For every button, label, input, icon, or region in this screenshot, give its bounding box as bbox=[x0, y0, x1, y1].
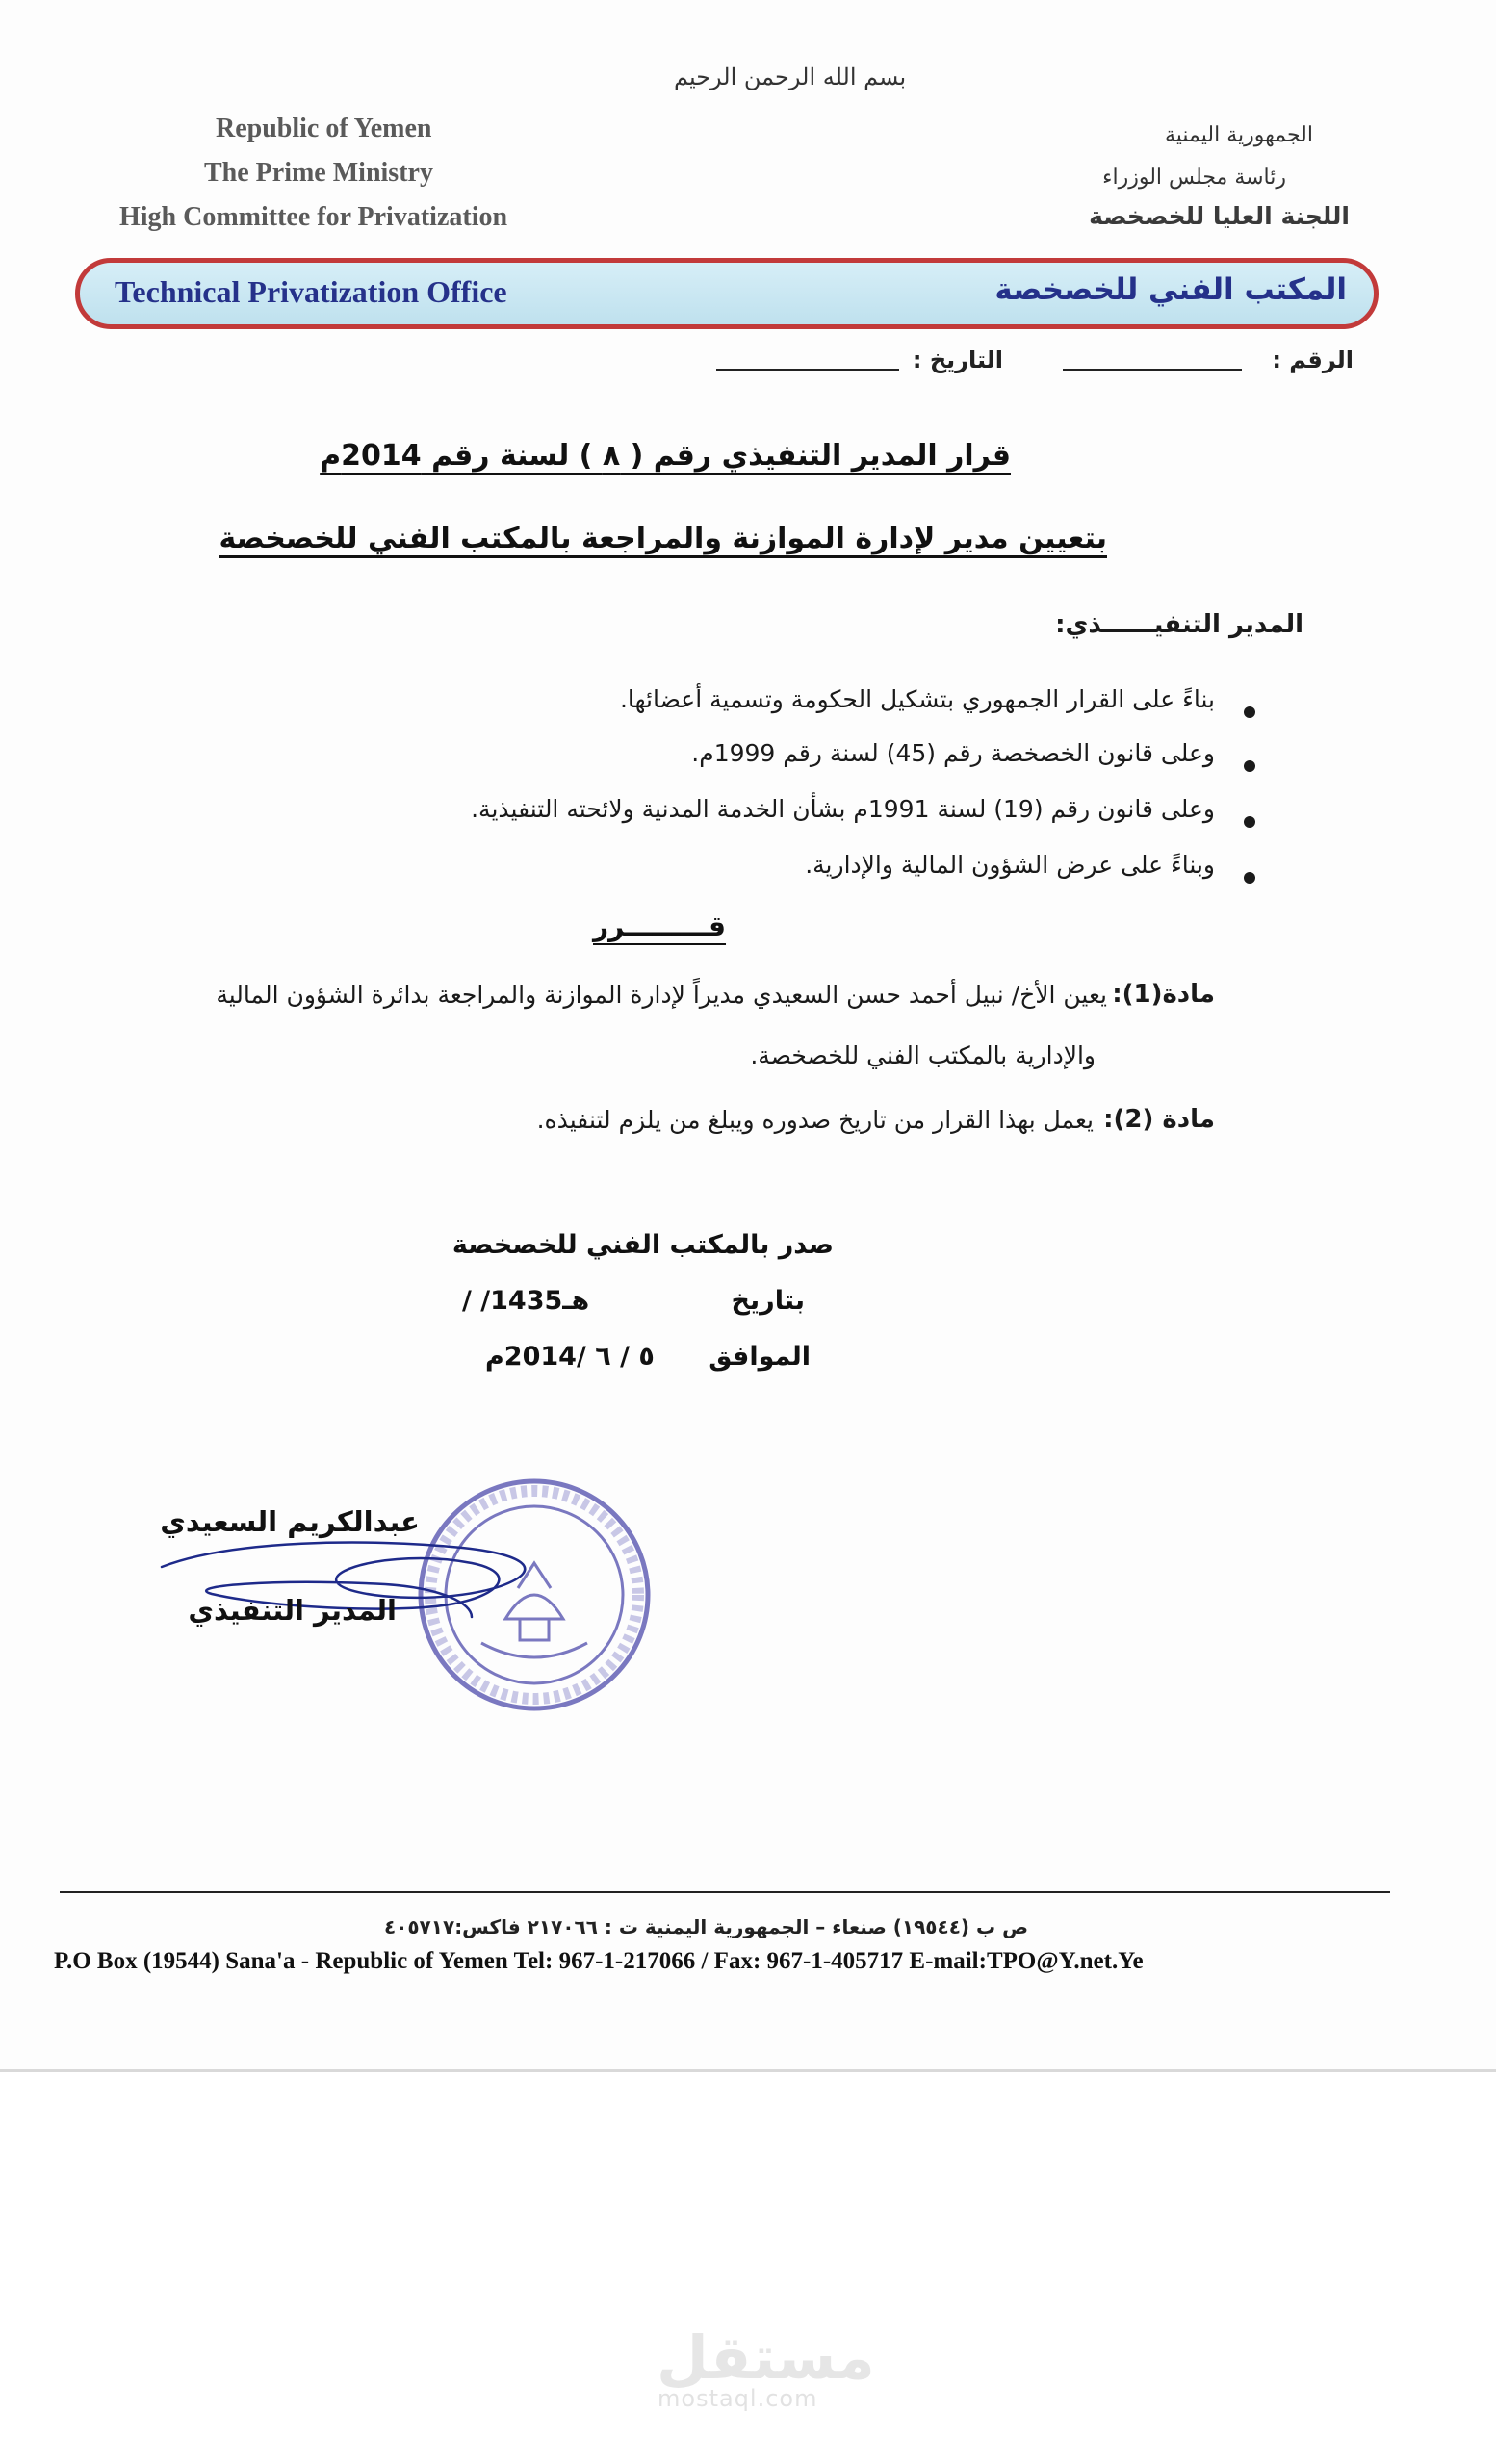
gregorian-date-label: الموافق bbox=[709, 1342, 811, 1372]
header-en-committee: High Committee for Privatization bbox=[119, 202, 508, 232]
header-en-ministry: The Prime Ministry bbox=[204, 158, 433, 188]
banner-title-ar: المكتب الفني للخصخصة bbox=[994, 272, 1347, 307]
reference-number-label: الرقم : bbox=[1272, 346, 1354, 373]
hijri-date-value: / /1435هـ bbox=[462, 1286, 590, 1316]
header-ar-country: الجمهورية اليمنية bbox=[1164, 123, 1313, 147]
reference-date-line bbox=[716, 369, 899, 371]
decision-title: قرار المدير التنفيذي رقم ( ٨ ) لسنة رقم 2014م bbox=[320, 439, 1011, 473]
banner-title-en: Technical Privatization Office bbox=[115, 274, 507, 309]
bullet bbox=[1244, 816, 1255, 828]
bullet bbox=[1244, 760, 1255, 772]
preamble-item: وعلى قانون رقم (19) لسنة 1991م بشأن الخدمة المدنية ولائحته التنفيذية. bbox=[471, 795, 1215, 823]
signatory-name: عبدالكريم السعيدي bbox=[160, 1505, 420, 1538]
header-en-country: Republic of Yemen bbox=[216, 114, 432, 143]
header-ar-ministry: رئاسة مجلس الوزراء bbox=[1102, 166, 1286, 190]
footer-divider bbox=[60, 1891, 1390, 1893]
preamble-item: وعلى قانون الخصخصة رقم (45) لسنة رقم 1999م. bbox=[691, 739, 1215, 767]
office-banner bbox=[75, 258, 1379, 329]
page-edge bbox=[0, 2069, 1496, 2072]
article-1-text-cont: والإدارية بالمكتب الفني للخصخصة. bbox=[750, 1041, 1096, 1069]
bullet bbox=[1244, 872, 1255, 884]
article-1-text: يعين الأخ/ نبيل أحمد حسن السعيدي مديراً لإدارة الموازنة والمراجعة بدائرة الشؤون المالية bbox=[216, 981, 1107, 1009]
watermark-logo-ar: مستقل bbox=[657, 2323, 875, 2393]
reference-number-line bbox=[1063, 369, 1242, 371]
decision-subject: بتعيين مدير لإدارة الموازنة والمراجعة بالمكتب الفني للخصخصة bbox=[219, 522, 1107, 555]
basmala: بسم الله الرحمن الرحيم bbox=[674, 64, 907, 90]
gregorian-date-value: ٥ / ٦ /2014م bbox=[485, 1342, 655, 1372]
header-ar-committee: اللجنة العليا للخصخصة bbox=[1089, 202, 1350, 230]
article-1-label: مادة(1): bbox=[1112, 980, 1215, 1009]
preamble-item: وبناءً على عرض الشؤون المالية والإدارية. bbox=[805, 851, 1215, 879]
decree-heading: قـــــــــرر bbox=[593, 911, 727, 942]
reference-date-label: التاريخ : bbox=[912, 346, 1003, 373]
footer-address-ar: ص ب (١٩٥٤٤) صنعاء – الجمهورية اليمنية ت : ٢١٧٠٦٦ فاكس:٤٠٥٧١٧ bbox=[383, 1915, 1028, 1938]
article-2-label: مادة (2): bbox=[1103, 1105, 1215, 1134]
signatory-title: المدير التنفيذي bbox=[188, 1594, 397, 1627]
issued-at: صدر بالمكتب الفني للخصخصة bbox=[451, 1230, 834, 1260]
addressee: المدير التنفيــــــذي: bbox=[1055, 610, 1303, 639]
footer-address-en: P.O Box (19544) Sana'a - Republic of Yemen Tel: 967-1-217066 / Fax: 967-1-405717 E-mail:TPO@Y.net.Ye bbox=[54, 1948, 1144, 1974]
hijri-date-label: بتاريخ bbox=[731, 1286, 805, 1316]
preamble-item: بناءً على القرار الجمهوري بتشكيل الحكومة وتسمية أعضائها. bbox=[619, 685, 1215, 713]
watermark-logo-en: mostaql.com bbox=[658, 2385, 818, 2412]
article-2-text: يعمل بهذا القرار من تاريخ صدوره ويبلغ من يلزم لتنفيذه. bbox=[536, 1106, 1094, 1134]
bullet bbox=[1244, 706, 1255, 718]
